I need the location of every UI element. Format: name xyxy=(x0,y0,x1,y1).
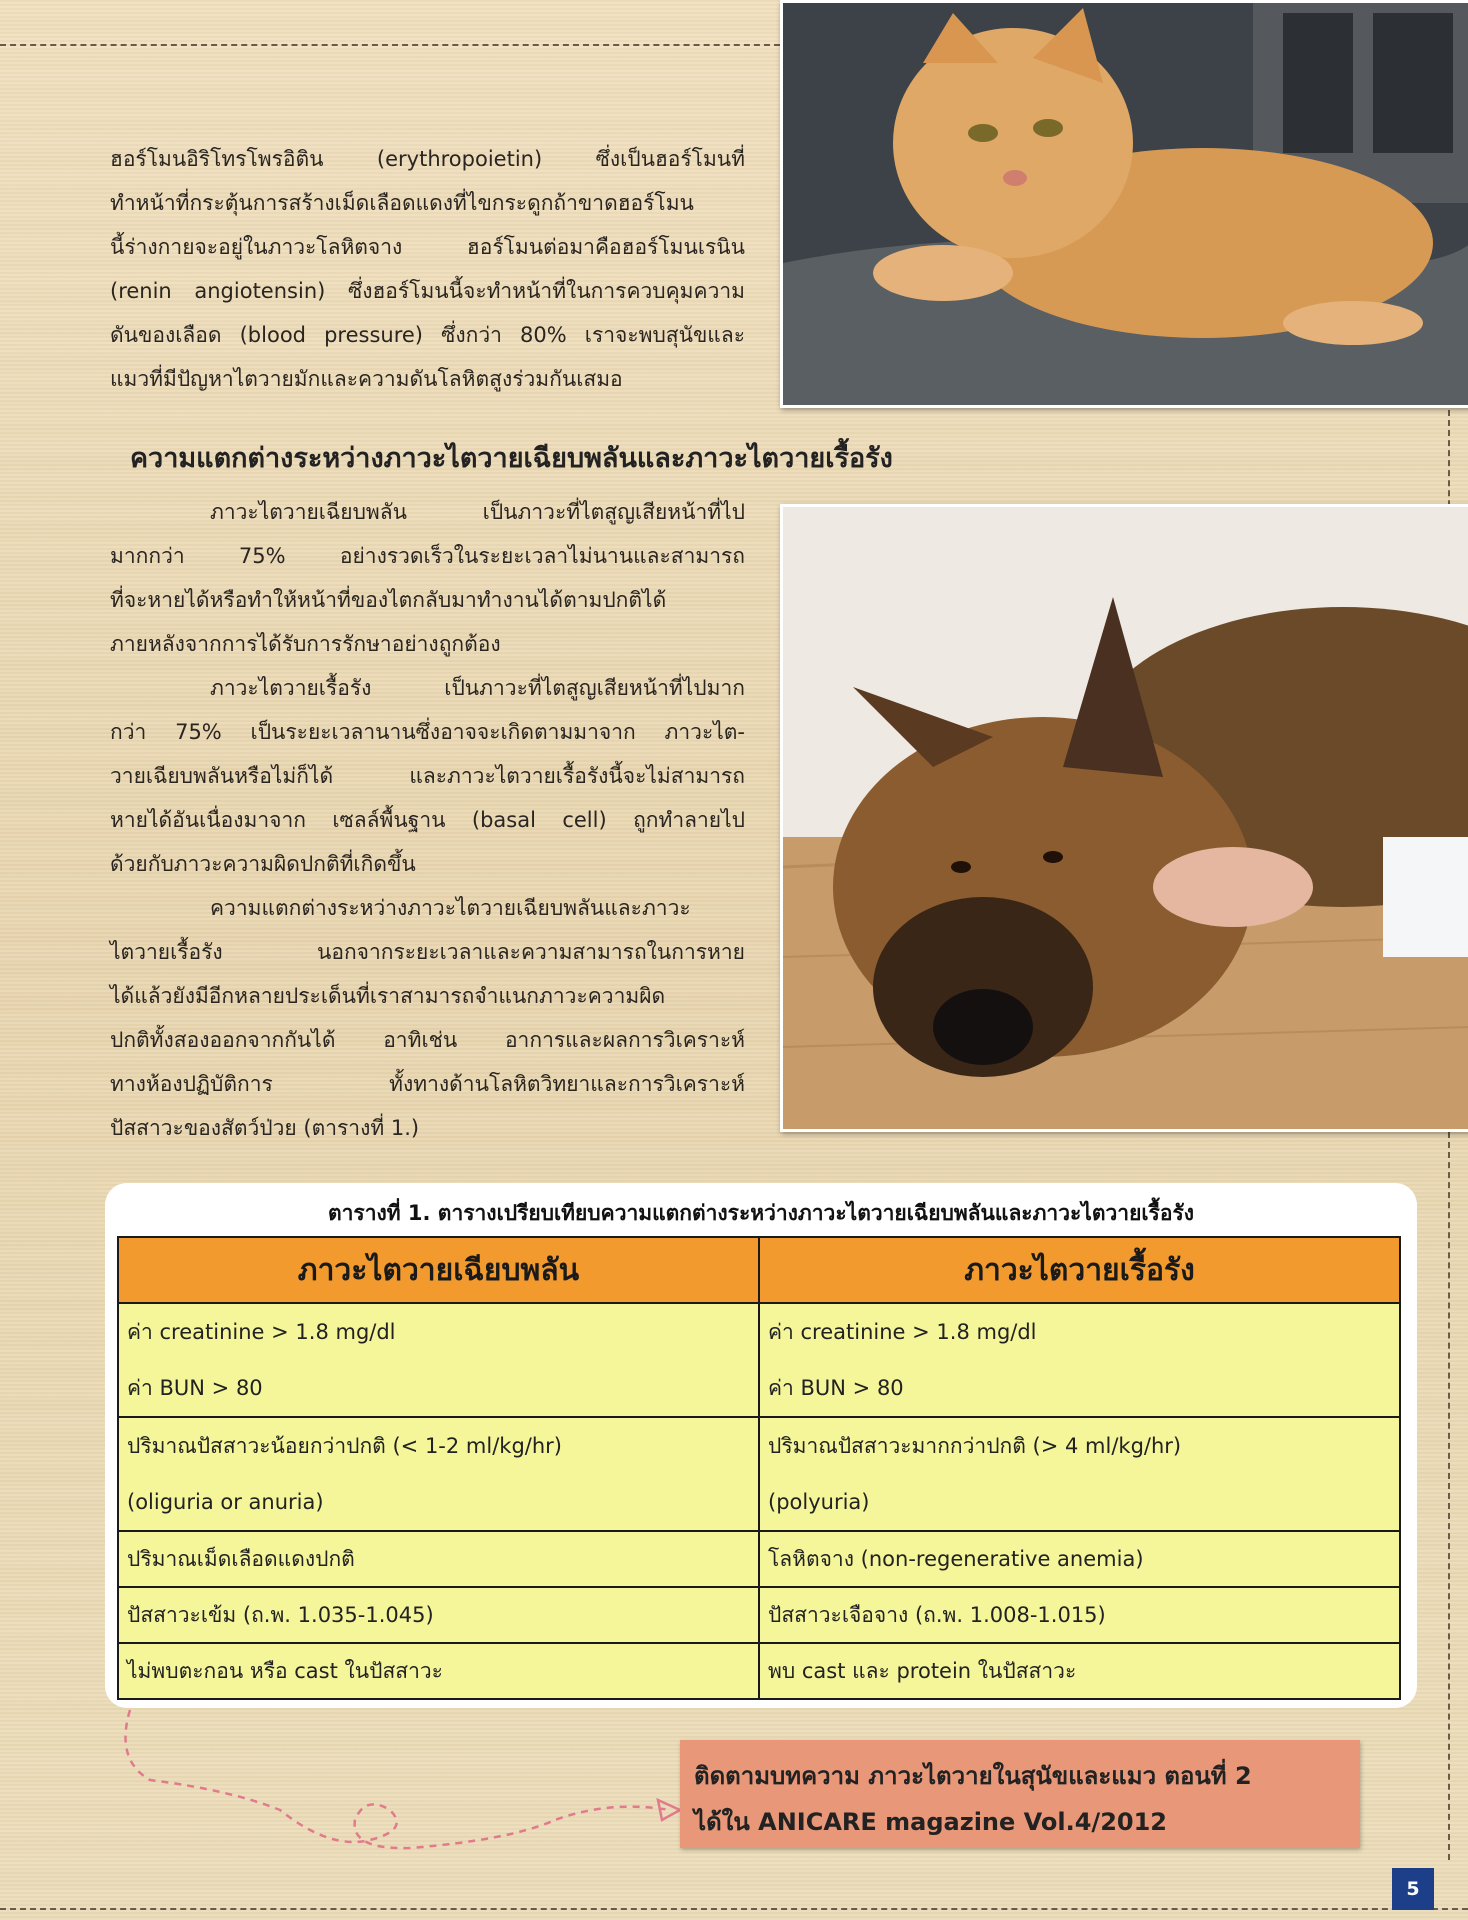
cell-line: ค่า creatinine > 1.8 mg/dl xyxy=(127,1320,396,1344)
cell-line: (polyuria) xyxy=(768,1490,870,1514)
table-cell xyxy=(118,1417,759,1531)
body-line: ทางห้องปฏิบัติการ ทั้งทางด้านโลหิตวิทยาและการวิเคราะห์ xyxy=(110,1072,745,1096)
table-cell xyxy=(118,1643,759,1699)
bottom-dashed-line xyxy=(0,1908,1468,1910)
table-cell xyxy=(759,1531,1400,1587)
page-number-badge xyxy=(1392,1868,1434,1910)
comparison-table xyxy=(117,1236,1401,1700)
dog-photo xyxy=(780,504,1468,1132)
table-cell xyxy=(118,1303,759,1417)
intro-line: แมวที่มีปัญหาไตวายมักและความดันโลหิตสูงร่วมกันเสมอ xyxy=(110,367,623,391)
table-caption: ตารางที่ 1. ตารางเปรียบเทียบความแตกต่างระหว่างภาวะไตวายเฉียบพลันและภาวะไตวายเรื้อรัง xyxy=(328,1201,1194,1225)
cell-line: ปริมาณปัสสาวะมากกว่าปกติ (> 4 ml/kg/hr) xyxy=(768,1434,1182,1458)
body-line: ภาวะไตวายเฉียบพลัน เป็นภาวะที่ไตสูญเสียหน้าที่ไป xyxy=(210,500,745,524)
body-line: มากกว่า 75% อย่างรวดเร็วในระยะเวลาไม่นานและสามารถ xyxy=(110,544,745,568)
top-dashed-line xyxy=(0,44,780,46)
intro-line: นี้ร่างกายจะอยู่ในภาวะโลหิตจาง ฮอร์โมนต่อมาคือฮอร์โมนเรนิน xyxy=(110,235,745,259)
cat-photo xyxy=(780,0,1468,408)
table-cell xyxy=(118,1531,759,1587)
column-header-chronic: ภาวะไตวายเรื้อรัง xyxy=(759,1237,1400,1303)
body-line: ความแตกต่างระหว่างภาวะไตวายเฉียบพลันและภาวะ xyxy=(210,896,691,920)
cell-line: โลหิตจาง (non-regenerative anemia) xyxy=(768,1547,1144,1571)
table-row xyxy=(118,1303,1400,1417)
body-line: ด้วยกับภาวะความผิดปกติที่เกิดขึ้น xyxy=(110,852,416,876)
cell-line: ไม่พบตะกอน หรือ cast ในปัสสาวะ xyxy=(127,1659,443,1683)
body-line: ที่จะหายได้หรือทำให้หน้าที่ของไตกลับมาทำงานได้ตามปกติได้ xyxy=(110,588,667,612)
cell-line: ค่า BUN > 80 xyxy=(768,1376,904,1400)
cell-line: ค่า BUN > 80 xyxy=(127,1376,263,1400)
body-line: ปัสสาวะของสัตว์ป่วย (ตารางที่ 1.) xyxy=(110,1116,420,1140)
cell-line: ปัสสาวะเข้ม (ถ.พ. 1.035-1.045) xyxy=(127,1603,434,1627)
cell-line: ค่า creatinine > 1.8 mg/dl xyxy=(768,1320,1037,1344)
follow-up-line: ได้ใน ANICARE magazine Vol.4/2012 xyxy=(694,1808,1167,1836)
follow-up-note xyxy=(680,1740,1360,1848)
table-cell xyxy=(759,1587,1400,1643)
table-row xyxy=(118,1417,1400,1531)
body-line: วายเฉียบพลันหรือไม่ก็ได้ และภาวะไตวายเรื้อรังนี้จะไม่สามารถ xyxy=(110,764,745,788)
intro-paragraph xyxy=(110,137,745,401)
intro-line: (renin angiotensin) ซึ่งฮอร์โมนนี้จะทำหน้าที่ในการควบคุมความ xyxy=(110,279,745,303)
cell-line: ปัสสาวะเจือจาง (ถ.พ. 1.008-1.015) xyxy=(768,1603,1106,1627)
table-cell xyxy=(118,1587,759,1643)
intro-line: ดันของเลือด (blood pressure) ซึ่งกว่า 80% เราจะพบสุนัขและ xyxy=(110,323,745,347)
cell-line: (oliguria or anuria) xyxy=(127,1490,324,1514)
table-row xyxy=(118,1531,1400,1587)
body-line: ภาวะไตวายเรื้อรัง เป็นภาวะที่ไตสูญเสียหน้าที่ไปมาก xyxy=(210,676,745,700)
table-cell xyxy=(759,1643,1400,1699)
column-header-acute: ภาวะไตวายเฉียบพลัน xyxy=(118,1237,759,1303)
follow-up-line: ติดตามบทความ ภาวะไตวายในสุนัขและแมว ตอนที่ 2 xyxy=(694,1762,1252,1790)
table-row xyxy=(118,1587,1400,1643)
body-line: ปกติทั้งสองออกจากกันได้ อาทิเช่น อาการและผลการวิเคราะห์ xyxy=(110,1028,745,1052)
body-line: กว่า 75% เป็นระยะเวลานานซึ่งอาจจะเกิดตามมาจาก ภาวะไต- xyxy=(110,720,745,744)
section-heading: ความแตกต่างระหว่างภาวะไตวายเฉียบพลันและภาวะไตวายเรื้อรัง xyxy=(130,443,893,474)
table-cell xyxy=(759,1417,1400,1531)
table-row xyxy=(118,1643,1400,1699)
body-line: ได้แล้วยังมีอีกหลายประเด็นที่เราสามารถจำแนกภาวะความผิด xyxy=(110,984,666,1008)
page-number: 5 xyxy=(1406,1878,1420,1900)
cell-line: ปริมาณปัสสาวะน้อยกว่าปกติ (< 1-2 ml/kg/hr) xyxy=(127,1434,562,1458)
body-line: หายได้อันเนื่องมาจาก เซลล์พื้นฐาน (basal cell) ถูกทำลายไป xyxy=(110,808,745,832)
cell-line: ปริมาณเม็ดเลือดแดงปกติ xyxy=(127,1547,355,1571)
decorative-arrow-path xyxy=(110,1700,690,1860)
table-cell xyxy=(759,1303,1400,1417)
table-panel xyxy=(105,1183,1417,1708)
body-line: ไตวายเรื้อรัง นอกจากระยะเวลาและความสามารถในการหาย xyxy=(110,940,745,964)
intro-line: ฮอร์โมนอิริโทรโพรอิติน (erythropoietin) ซึ่งเป็นฮอร์โมนที่ xyxy=(110,147,745,171)
cell-line: พบ cast และ protein ในปัสสาวะ xyxy=(768,1659,1077,1683)
intro-line: ทำหน้าที่กระตุ้นการสร้างเม็ดเลือดแดงที่ไขกระดูกถ้าขาดฮอร์โมน xyxy=(110,191,694,215)
body-text xyxy=(110,490,745,1150)
body-line: ภายหลังจากการได้รับการรักษาอย่างถูกต้อง xyxy=(110,632,501,656)
